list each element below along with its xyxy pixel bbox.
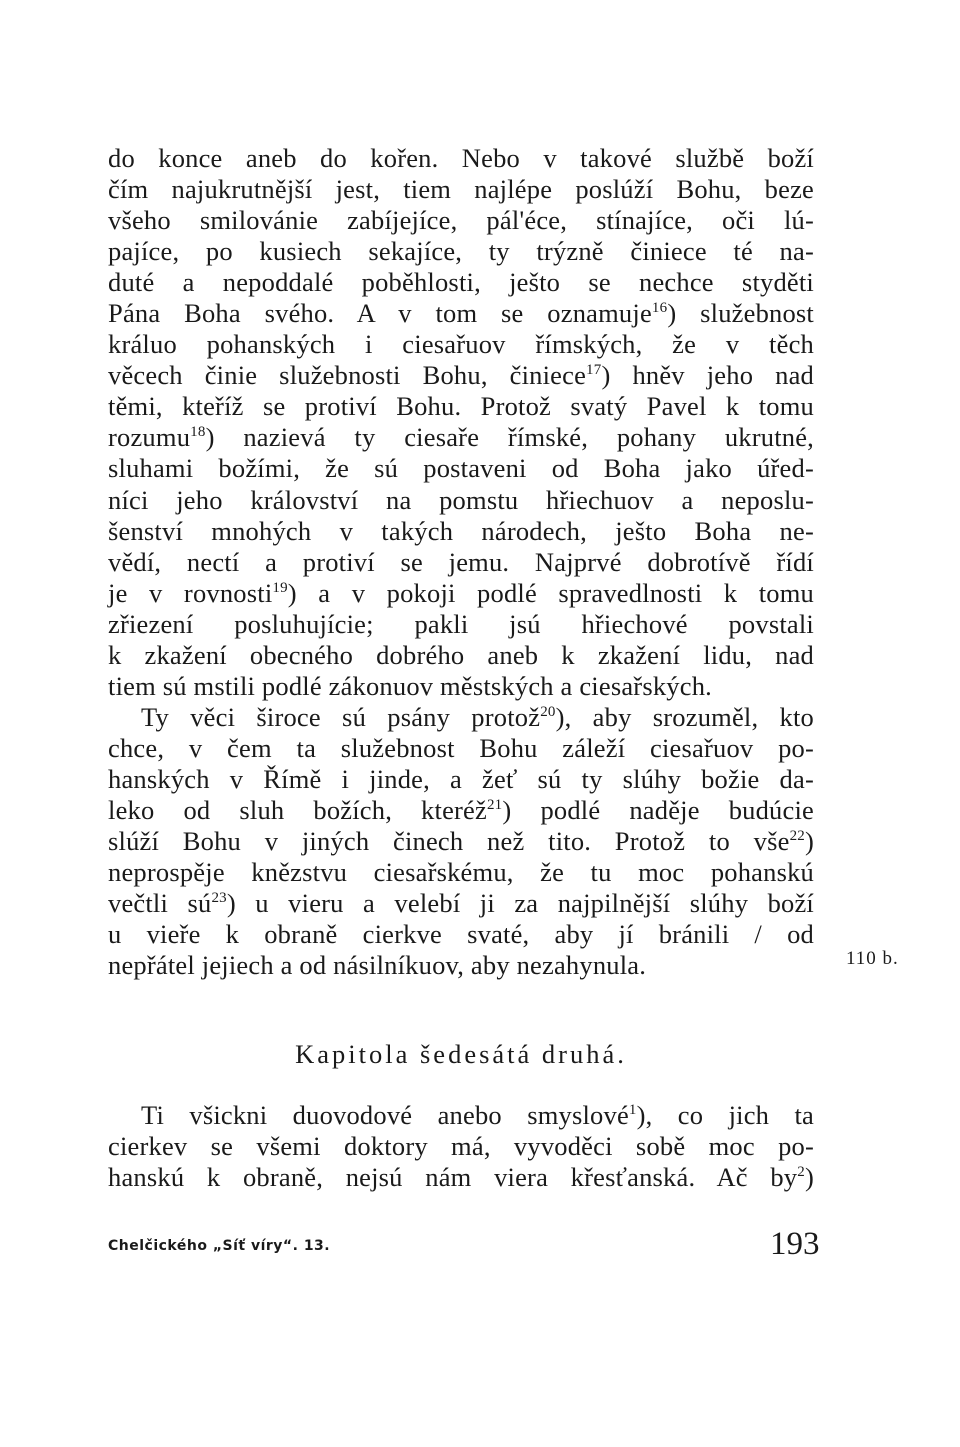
text-line [108, 578, 814, 609]
line-text: nepřátel jejiech a od násilníkuov, aby nezahynula. [108, 950, 647, 981]
paragraph-2 [108, 1100, 814, 1193]
text-line [108, 298, 814, 329]
text-line [108, 174, 814, 205]
footnote-marker: 1 [628, 1102, 637, 1118]
text-line [108, 764, 814, 795]
line-text: všeho smilovánie zabíjejíce, pál'éce, stínajíce, oči lú- [108, 205, 814, 236]
text-line [108, 733, 814, 764]
text-line [108, 453, 814, 484]
line-text: čím najukrutnější jest, tiem najlépe poslúží Bohu, beze [108, 174, 814, 205]
paragraph-1 [108, 143, 814, 981]
line-text-continued: ) nazievá ty ciesaře římské, pohany ukrutné, [205, 422, 814, 453]
line-text: věcech činie služebnosti Bohu, činiece [108, 360, 587, 391]
footnote-marker: 21 [486, 796, 503, 813]
text-line [108, 236, 814, 267]
text-line [108, 640, 814, 671]
footnote-marker: 16 [651, 300, 668, 317]
text-line [108, 1131, 814, 1162]
line-text: do konce aneb do kořen. Nebo v takové službě boží [108, 143, 814, 173]
margin-folio-note: 110 b. [846, 948, 899, 969]
line-text: králuo pohanských i ciesařuov římských, že v těch [108, 329, 814, 360]
footnote-marker: 23 [211, 890, 227, 907]
line-text-continued: ) a v pokoji podlé spravedlnosti k tomu [287, 577, 814, 608]
footnote-marker: 22 [789, 828, 805, 845]
footnote-marker: 20 [540, 703, 556, 720]
footer-signature: Chelčického „Síť víry“. 13. [108, 1238, 331, 1254]
line-text-continued: ) služebnost [667, 298, 814, 329]
line-text: Ty věci široce sú psány protož [141, 701, 541, 732]
line-text: rozumu [108, 422, 191, 453]
line-text: chce, v čem ta služebnost Bohu záleží ciesařuov po- [108, 732, 814, 763]
line-text-continued: ) [804, 1162, 814, 1193]
line-text: Pána Boha svého. A v tom se oznamuje [108, 298, 652, 329]
line-text: zřiezení posluhujície; pakli jsú hřiechové povstali [108, 608, 814, 639]
line-text-continued: ) [804, 826, 814, 857]
text-line [108, 485, 814, 516]
text-line [108, 205, 814, 236]
text-line [108, 391, 814, 422]
chapter-heading: Kapitola šedesátá druhá. [295, 1039, 627, 1069]
text-line [108, 919, 814, 950]
text-line [108, 267, 814, 298]
line-text: je v rovnosti [108, 577, 273, 608]
line-text: těmi, kteříž se protiví Bohu. Protož svatý Pavel k tomu [108, 391, 814, 422]
line-text-continued: ), co jich ta [636, 1100, 814, 1130]
text-line [108, 950, 814, 981]
line-text-continued: ) podlé naděje budúcie [502, 794, 814, 825]
line-text-continued: ), aby srozuměl, kto [555, 701, 814, 732]
page-number: 193 [770, 1226, 820, 1262]
line-text: hanských v Římě i jinde, a žeť sú ty slúhy božie da- [108, 763, 814, 794]
text-line [108, 360, 814, 391]
line-text: níci jeho království na pomstu hřiechuov a neposlu- [108, 484, 814, 515]
line-text-continued: ) u vieru a velebí ji za najpilnější slúhy boží [226, 888, 814, 919]
footnote-marker: 2 [797, 1164, 805, 1181]
text-line [108, 826, 814, 857]
text-line [108, 422, 814, 453]
line-text: neprospěje knězstvu ciesařskému, že tu moc pohanskú [108, 857, 814, 888]
footnote-marker: 19 [272, 579, 288, 596]
text-line [108, 1100, 814, 1131]
text-line [108, 516, 814, 547]
line-text: cierkev se všemi doktory má, vyvoděci sobě moc po- [108, 1131, 814, 1162]
line-text: k zkažení obecného dobrého aneb k zkažení lidu, nad [108, 639, 814, 670]
text-line [108, 547, 814, 578]
text-line [108, 671, 814, 702]
line-text: hanskú k obraně, nejsú nám viera křesťanská. Ač by [108, 1162, 798, 1193]
footnote-marker: 18 [190, 424, 206, 441]
text-line [108, 702, 814, 733]
line-text: slúží Bohu v jiných činech než tito. Protož to vše [108, 826, 790, 857]
line-text: sluhami božími, že sú postaveni od Boha jako úřed- [108, 453, 814, 484]
text-line [108, 795, 814, 826]
footnote-marker: 17 [586, 362, 602, 379]
text-line [108, 1162, 814, 1193]
line-text: tiem sú mstili podlé zákonuov městských a ciesařských. [108, 670, 712, 701]
line-text: duté a nepoddalé poběhlosti, ješto se nechce styděti [108, 267, 814, 298]
line-text: šenství mnohých v takých národech, ješto Boha ne- [108, 515, 814, 546]
line-text: Ti všickni duovodové anebo smyslové [141, 1100, 629, 1130]
line-text: u vieře k obraně cierkve svaté, aby jí bránili / od [108, 919, 814, 950]
line-text: pajíce, po kusiech sekajíce, ty trýzně činiece té na- [108, 236, 814, 267]
text-line [108, 143, 814, 174]
line-text-continued: ) hněv jeho nad [601, 360, 814, 391]
text-line [108, 888, 814, 919]
line-text: vědí, nectí a protiví se jemu. Najprvé dobrotívě řídí [108, 546, 814, 577]
text-line [108, 329, 814, 360]
text-line [108, 857, 814, 888]
line-text: leko od sluh božích, kteréž [108, 794, 487, 825]
line-text: večtli sú [108, 888, 212, 919]
text-line [108, 609, 814, 640]
